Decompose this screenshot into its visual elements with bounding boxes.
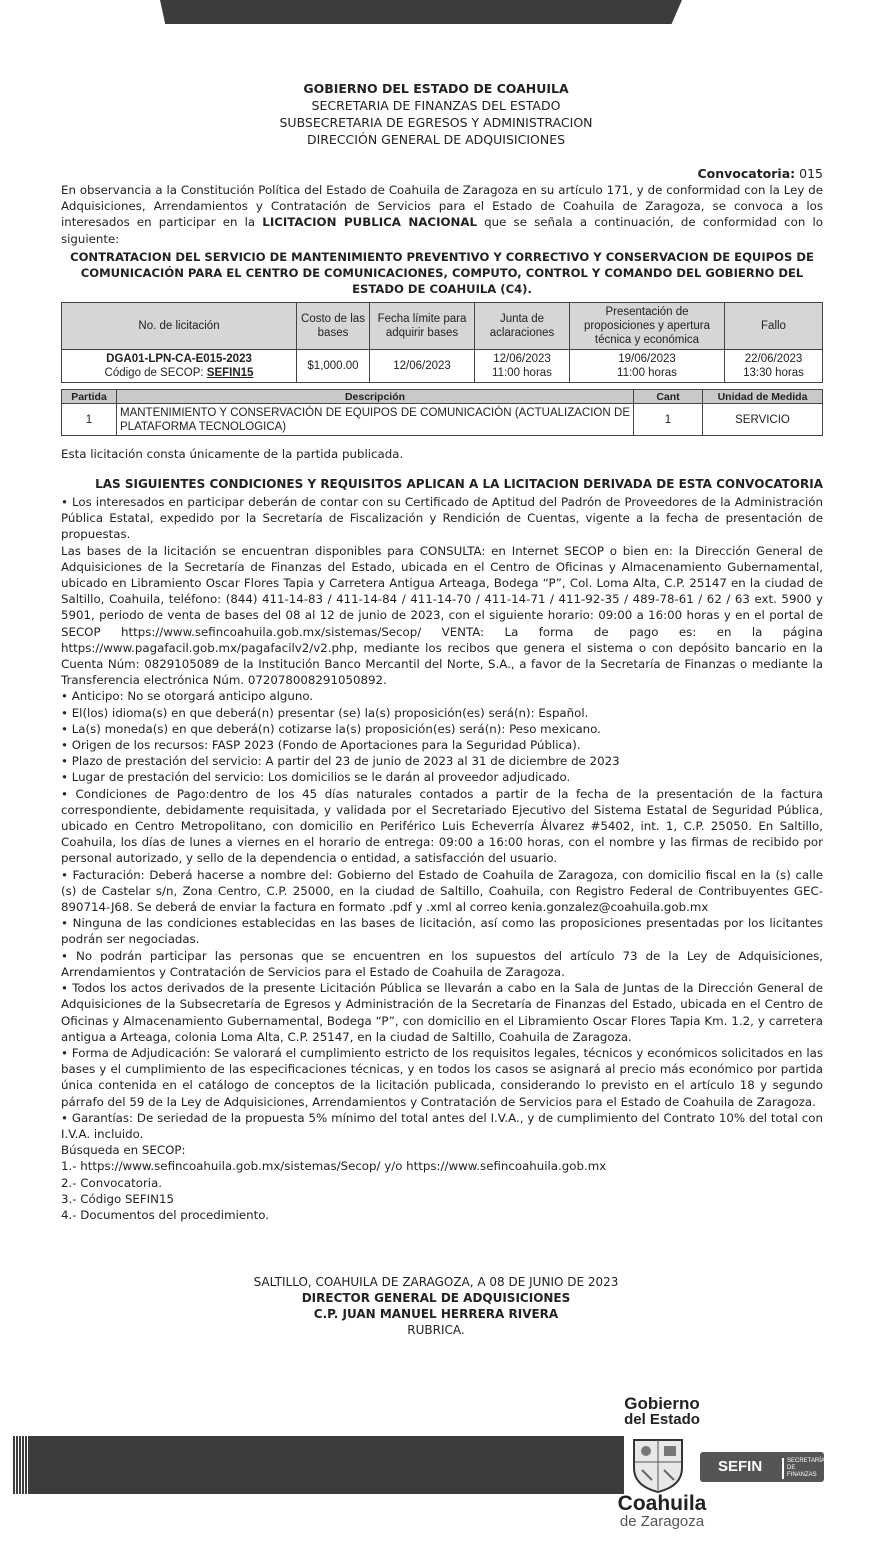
partida-header-row <box>62 390 823 404</box>
conditions-list <box>61 494 823 1223</box>
condition-item: • Todos los actos derivados de la presente Licitación Pública se llevarán a cabo en la Sala de Juntas de la Dirección General de Adquisiciones de la Subsecretaría de Egresos y Administración de la Secretaría de Finanzas del Estado, ubicada en el Centro de Oficinas y Almacenamiento Gubernamental, Bodega “P”, con domicilio en el Libramiento Oscar Flores Tapia Km. 1.2, y carretera antigua a Arteaga, colonia Loma Alta, C.P. 25147, en la ciudad de Saltillo, Coahuila de Zaragoza. <box>61 981 823 1044</box>
fecha-limite-cell: 12/06/2023 <box>370 350 475 383</box>
convocatoria-number <box>697 166 823 181</box>
logo-gobierno: Gobierno <box>624 1394 700 1413</box>
header-government: GOBIERNO DEL ESTADO DE COAHUILA <box>303 81 569 96</box>
header-cell: Fallo <box>725 303 823 350</box>
junta-cell <box>475 350 570 383</box>
condition-item: Las bases de la licitación se encuentran disponibles para CONSULTA: en Internet SECOP o bien en: la Dirección General de Adquisiciones de la Secretaría de Finanzas del Estado, ubicada en el Centro de Oficinas y Almacenamiento Gubernamental, ubicado en Libramiento Oscar Flores Tapia y Carretera Antigua Arteaga, Bodega “P”, Col. Loma Alta, C.P. 25147 en la ciudad de Saltillo, Coahuila, teléfono: (844) 411-14-83 / 411-14-84 / 411-14-70 / 411-14-71 / 411-92-35 / 489-78-61 / 62 / 63 ext. 5900 y 5901, periodo de venta de bases del 08 al 12 de junio de 2023, con el siguiente horario: 09:00 a 16:00 horas y en el portal de SECOP https://www.sefincoahuila.gob.mx/sistemas/Secop/ VENTA: La forma de pago es: en la página https://www.pagafacil.gob.mx/pagafacilv2/v2.php, mediante los recibos que genera el sistema o con depósito bancario en la Cuenta Núm: 0829105089 de la Institución Banco Mercantil del Norte, S.A., a favor de la Secretaría de Finanzas o mediante la Transferencia electrónica Núm. 072078008291050892. <box>61 543 823 688</box>
licitacion-data-row <box>62 350 823 383</box>
licitacion-table <box>61 302 823 383</box>
header-secretariat: SECRETARIA DE FINANZAS DEL ESTADO <box>311 98 561 113</box>
condition-item: • La(s) moneda(s) en que deberá(n) cotizarse la(s) proposición(es) será(n): Peso mexicano. <box>61 721 601 736</box>
intro-text-1: En observancia a la Constitución Política del Estado de Coahuila de Zaragoza en su artículo 171, y de conformidad con la Ley de Adquisiciones, Arrendamientos y Contratación de Servicios para el Estado de Coahuila de Zaragoza, se convoca a los interesados en participar en la <box>61 183 823 230</box>
condition-item: • Plazo de prestación del servicio: A partir del 23 de junio de 2023 al 31 de diciembre de 2023 <box>61 754 620 769</box>
header-cell: Partida <box>62 390 117 404</box>
condition-item: • Forma de Adjudicación: Se valorará el cumplimiento estricto de los requisitos legales, técnicos y económicos solicitados en las bases y el cumplimiento de las especificaciones técnicas, y en todos los casos se asignará al precio más económico por partida única contenida en el catálogo de conceptos de la licitación publicada, considerando lo previsto en el artículo 18 y segundo párrafo del 59 de la Ley de Adquisiciones, Arrendamientos y Contratación de Servicios para el Estado de Coahuila de Zaragoza. <box>61 1045 823 1109</box>
header-cell: Junta de aclaraciones <box>475 303 570 350</box>
convocatoria-label: Convocatoria: <box>697 166 796 181</box>
fallo-fecha: 22/06/2023 <box>744 353 803 365</box>
partida-note: Esta licitación consta únicamente de la partida publicada. <box>61 447 404 461</box>
place-date: SALTILLO, COAHUILA DE ZARAGOZA, A 08 DE JUNIO DE 2023 <box>253 1275 619 1289</box>
licitacion-number-cell <box>62 350 297 383</box>
logo-de-zaragoza: de Zaragoza <box>619 1513 705 1530</box>
sefin-subtitle <box>782 1458 825 1479</box>
sefin-sub1: SECRETARÍA <box>787 1458 825 1464</box>
condition-item: • No podrán participar las personas que se encuentren en los supuestos del artículo 73 de la Ley de Adquisiciones, Arrendamientos y Contratación de Servicios para el Estado de Coahuila de Zaragoza. <box>61 948 823 979</box>
partida-row <box>62 404 823 436</box>
banner-stripes <box>18 1436 28 1494</box>
header-cell: Costo de las bases <box>297 303 370 350</box>
partida-cant: 1 <box>634 404 703 436</box>
signer-name: C.P. JUAN MANUEL HERRERA RIVERA <box>313 1307 559 1321</box>
junta-hora: 11:00 horas <box>492 367 552 379</box>
condition-item: Búsqueda en SECOP: <box>61 1143 186 1158</box>
fallo-hora: 13:30 horas <box>743 367 804 379</box>
convocatoria-value: 015 <box>799 166 823 181</box>
header-subsecretariat: SUBSECRETARIA DE EGRESOS Y ADMINISTRACION <box>279 115 593 130</box>
logo-del-estado: del Estado <box>624 1411 700 1428</box>
partida-number: 1 <box>62 404 117 436</box>
presentacion-cell <box>570 350 725 383</box>
presentacion-hora: 11:00 horas <box>617 367 677 379</box>
signer-position: DIRECTOR GENERAL DE ADQUISICIONES <box>301 1291 571 1305</box>
condition-item: • Los interesados en participar deberán de contar con su Certificado de Aptitud del Padrón de Proveedores de la Administración Pública Estatal, expedido por la Secretaría de Fiscalización y Rendición de Cuentas, vigente a la fecha de presentación de propuestas. <box>61 495 823 542</box>
secop-label: Código de SECOP: <box>104 367 207 379</box>
logo-coahuila: Coahuila <box>617 1492 707 1515</box>
bottom-banner-bar <box>12 1436 624 1494</box>
intro-text-2: que se señala a continuación, de conformidad con lo siguiente: <box>61 215 823 246</box>
condition-item: • Origen de los recursos: FASP 2023 (Fondo de Aportaciones para la Seguridad Pública). <box>61 738 581 753</box>
condition-item: 3.- Código SEFIN15 <box>61 1191 174 1206</box>
sefin-sub2: DE FINANZAS <box>787 1465 817 1478</box>
costo-cell: $1,000.00 <box>297 350 370 383</box>
header-cell: Presentación de proposiciones y apertura técnica y económica <box>570 303 725 350</box>
intro-bold: LICITACION PUBLICA NACIONAL <box>262 215 478 230</box>
condition-item: 2.- Convocatoria. <box>61 1175 163 1190</box>
condition-item: • Anticipo: No se otorgará anticipo alguno. <box>61 689 314 704</box>
licitacion-header-row <box>62 303 823 350</box>
condition-item: • Lugar de prestación del servicio: Los domicilios se le darán al proveedor adjudicado. <box>61 770 571 785</box>
coat-of-arms-icon <box>628 1436 688 1494</box>
condition-item: 1.- https://www.sefincoahuila.gob.mx/sistemas/Secop/ y/o https://www.sefincoahuila.gob.mx <box>61 1159 607 1174</box>
licitacion-number: DGA01-LPN-CA-E015-2023 <box>106 353 252 365</box>
intro-paragraph <box>61 182 823 247</box>
fallo-cell <box>725 350 823 383</box>
header-cell: Fecha límite para adquirir bases <box>370 303 475 350</box>
header-cell: Cant <box>634 390 703 404</box>
sefin-text: SEFIN <box>718 1458 763 1475</box>
header-cell: Descripción <box>117 390 634 404</box>
partida-table <box>61 389 823 436</box>
junta-fecha: 12/06/2023 <box>493 353 551 365</box>
condition-item: • Condiciones de Pago:dentro de los 45 días naturales contados a partir de la fecha de la presentación de la factura correspondiente, debidamente requisitada, y validada por el Secretariado Ejecutivo del Sistema Estatal de Seguridad Pública, ubicado en Centro Metropolitano, con domicilio en Periférico Luis Echeverría Álvarez #5402, int. 1, C.P. 25050. En Saltillo, Coahuila, los días de lunes a viernes en el horario de entrega: 09:00 a 16:00 horas, con el nombre y las firmas de recibido por personal autorizado, y sello de la dependencia o entidad, a satisfacción del usuario. <box>61 786 823 866</box>
document-header <box>0 80 872 148</box>
rubrica: RUBRICA. <box>407 1323 465 1337</box>
partida-description: MANTENIMIENTO Y CONSERVACIÓN DE EQUIPOS DE COMUNICACIÓN (ACTUALIZACION DE PLATAFORMA TECNOLOGICA) <box>117 404 634 436</box>
condition-item: • Ninguna de las condiciones establecidas en las bases de licitación, así como las proposiciones presentadas por los licitantes podrán ser negociadas. <box>61 916 823 947</box>
condition-item: • Facturación: Deberá hacerse a nombre del: Gobierno del Estado de Coahuila de Zaragoza, con domicilio fiscal en la (s) calle (s) de Castelar s/n, Zona Centro, C.P. 25000, en la ciudad de Saltillo, Coahuila, con Registro Federal de Contribuyentes GEC-890714-J68. Se deberá de enviar la factura en formato .pdf y .xml al correo kenia.gonzalez@coahuila.gob.mx <box>61 867 823 915</box>
condition-item: 4.- Documentos del procedimiento. <box>61 1207 269 1222</box>
header-direction: DIRECCIÓN GENERAL DE ADQUISICIONES <box>306 132 566 147</box>
sefin-logo <box>700 1452 824 1482</box>
signature-block <box>0 1274 872 1338</box>
secop-code-line <box>64 366 294 380</box>
tender-title: CONTRATACION DEL SERVICIO DE MANTENIMIENTO PREVENTIVO Y CORRECTIVO Y CONSERVACION DE EQUIPOS DE COMUNICACIÓN PARA EL CENTRO DE COMUNICACIONES, COMPUTO, CONTROL Y COMANDO DEL GOBIERNO DEL ESTADO DE COAHUILA (C4). <box>70 250 814 296</box>
condition-item: • Garantías: De seriedad de la propuesta 5% mínimo del total antes del I.V.A., y de cumplimiento del Contrato 10% del total con I.V.A. incluido. <box>61 1110 823 1141</box>
condition-item: • El(los) idioma(s) en que deberá(n) presentar (se) la(s) proposición(es) será(n): Español. <box>61 705 589 720</box>
presentacion-fecha: 19/06/2023 <box>618 353 676 365</box>
header-cell: Unidad de Medida <box>703 390 823 404</box>
header-cell: No. de licitación <box>62 303 297 350</box>
partida-unidad: SERVICIO <box>703 404 823 436</box>
secop-code: SEFIN15 <box>206 367 254 379</box>
conditions-title: LAS SIGUIENTES CONDICIONES Y REQUISITOS APLICAN A LA LICITACION DERIVADA DE ESTA CONVOCATORIA <box>95 477 823 491</box>
top-banner-bar <box>160 0 682 24</box>
